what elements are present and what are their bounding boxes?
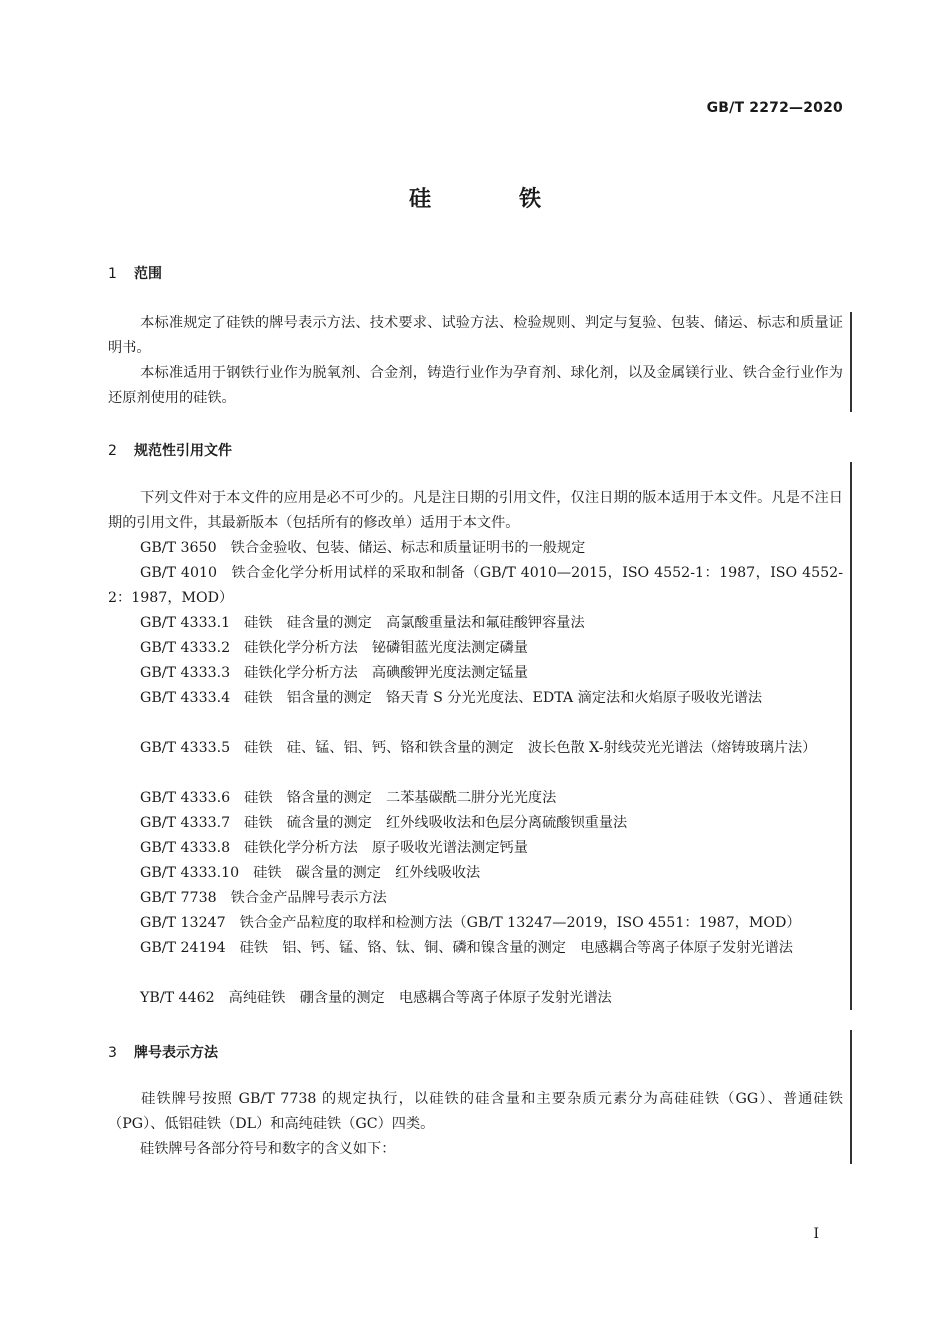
revision-bar [850, 1030, 852, 1164]
section-2-heading [108, 440, 232, 460]
section-3-heading [108, 1042, 218, 1062]
paragraph: 本标准规定了硅铁的牌号表示方法、技术要求、试验方法、检验规则、判定与复验、包装、储运、标志和质量证明书。 [108, 315, 843, 356]
section-number: 2 [108, 443, 117, 459]
revision-bar [850, 462, 852, 1010]
paragraph: 本标准适用于钢铁行业作为脱氧剂、合金剂，铸造行业作为孕育剂、球化剂，以及金属镁行业、铁合金行业作为还原剂使用的硅铁。 [108, 365, 843, 406]
paragraph: 硅铁牌号按照 GB/T 7738 的规定执行，以硅铁的硅含量和主要杂质元素分为高硅硅铁（GG）、普通硅铁（PG）、低铝硅铁（DL）和高纯硅铁（GC）四类。 [108, 1091, 843, 1132]
reference-item: GB/T 4333.6 硅铁 铬含量的测定 二苯基碳酰二肼分光光度法 [140, 790, 557, 806]
reference-item: GB/T 3650 铁合金验收、包装、储运、标志和质量证明书的一般规定 [140, 540, 586, 556]
reference-item: GB/T 4333.1 硅铁 硅含量的测定 高氯酸重量法和氟硅酸钾容量法 [140, 615, 585, 631]
reference-item: GB/T 4333.5 硅铁 硅、锰、铝、钙、铬和铁含量的测定 波长色散 X-射线荧光光谱法（熔铸玻璃片法） [140, 740, 817, 756]
revision-bar [850, 312, 852, 412]
paragraph: 下列文件对于本文件的应用是必不可少的。凡是注日期的引用文件，仅注日期的版本适用于本文件。凡是不注日期的引用文件，其最新版本（包括所有的修改单）适用于本文件。 [108, 490, 843, 531]
paragraph: 硅铁牌号各部分符号和数字的含义如下： [140, 1141, 396, 1157]
section-number: 1 [108, 266, 117, 282]
reference-item: YB/T 4462 高纯硅铁 硼含量的测定 电感耦合等离子体原子发射光谱法 [140, 990, 612, 1006]
reference-item: GB/T 24194 硅铁 铝、钙、锰、铬、钛、铜、磷和镍含量的测定 电感耦合等离子体原子发射光谱法 [140, 940, 793, 956]
reference-item: GB/T 4010 铁合金化学分析用试样的采取和制备（GB/T 4010—2015，ISO 4552-1：1987，ISO 4552-2：1987，MOD） [108, 565, 843, 606]
standard-code: GB/T 2272—2020 [706, 100, 843, 116]
document-title: 硅铁 [408, 187, 629, 212]
reference-item: GB/T 4333.4 硅铁 铝含量的测定 铬天青 S 分光光度法、EDTA 滴定法和火焰原子吸收光谱法 [140, 690, 763, 706]
section-1-heading [108, 263, 162, 283]
section-number: 3 [108, 1045, 117, 1061]
page-number: I [813, 1226, 819, 1242]
reference-item: GB/T 4333.8 硅铁化学分析方法 原子吸收光谱法测定钙量 [140, 840, 528, 856]
section-title: 规范性引用文件 [134, 443, 232, 459]
reference-item: GB/T 4333.10 硅铁 碳含量的测定 红外线吸收法 [140, 865, 481, 881]
reference-item: GB/T 4333.3 硅铁化学分析方法 高碘酸钾光度法测定锰量 [140, 665, 528, 681]
section-title: 牌号表示方法 [134, 1045, 218, 1061]
section-title: 范围 [134, 266, 162, 282]
reference-item: GB/T 4333.2 硅铁化学分析方法 铋磷钼蓝光度法测定磷量 [140, 640, 528, 656]
reference-item: GB/T 13247 铁合金产品粒度的取样和检测方法（GB/T 13247—2019，ISO 4551：1987，MOD） [140, 915, 801, 931]
reference-item: GB/T 7738 铁合金产品牌号表示方法 [140, 890, 387, 906]
reference-item: GB/T 4333.7 硅铁 硫含量的测定 红外线吸收法和色层分离硫酸钡重量法 [140, 815, 628, 831]
